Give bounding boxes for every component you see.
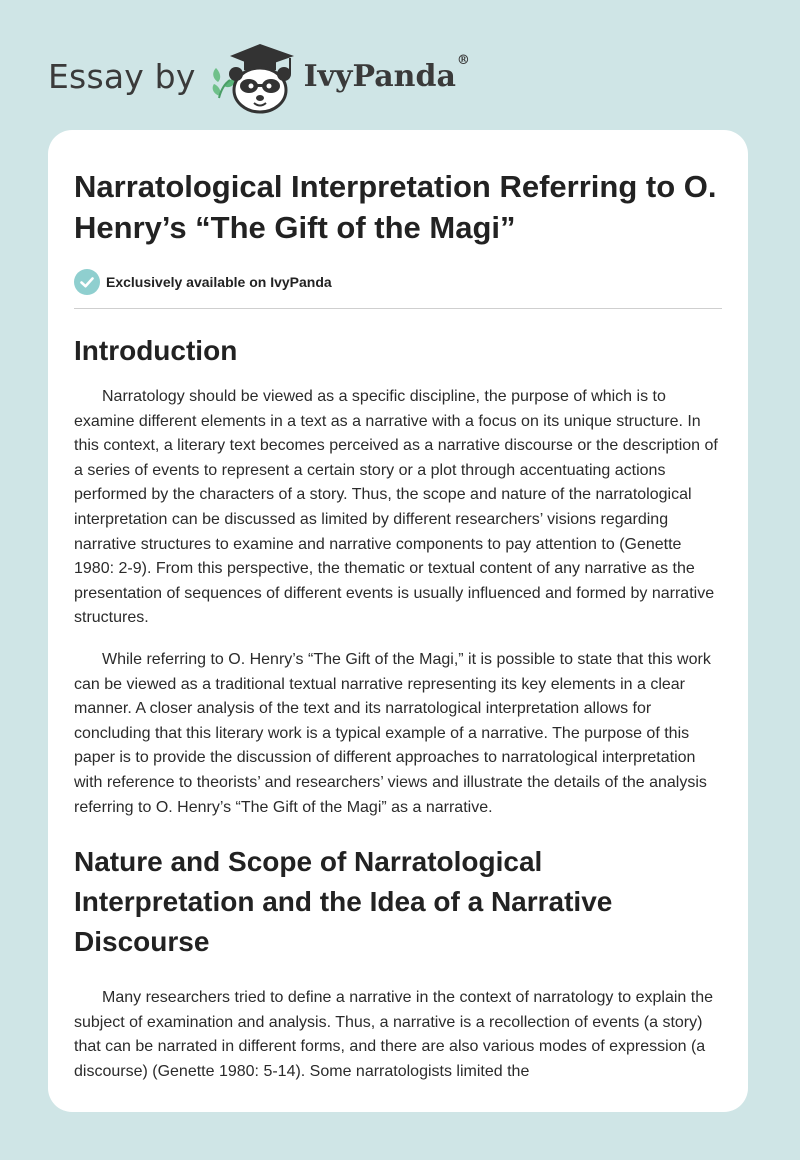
- panda-logo-icon[interactable]: [210, 38, 302, 114]
- badge-text: Exclusively available on IvyPanda: [106, 274, 332, 290]
- exclusive-badge: [74, 268, 722, 296]
- article-title: Narratological Interpretation Referring to O. Henry’s “The Gift of the Magi”: [74, 169, 717, 245]
- site-header: [48, 36, 470, 116]
- brand-name[interactable]: [303, 52, 470, 94]
- brand-prefix: Essay by: [48, 56, 196, 96]
- paragraph: While referring to O. Henry’s “The Gift of the Magi,” it is possible to state that this work can be viewed as a traditional textual narrative representing its key elements in a clear manner. A closer analysis of the text and its narratological interpretation allows for concluding that this literary work is a typical example of a narrative. The purpose of this paper is to provide the discussion of different approaches to narratological interpretation with reference to theorists’ and researchers’ views and illustrate the details of the analysis referring to O. Henry’s “The Gift of the Magi” as a narrative.: [74, 650, 711, 816]
- divider: [74, 308, 722, 309]
- check-badge-icon: [74, 269, 100, 295]
- section-heading-introduction: Introduction: [74, 335, 238, 366]
- paragraph: Many researchers tried to define a narrative in the context of narratology to explain the subject of examination and analysis. Thus, a narrative is a recollection of events (a story) that can be narrated in different forms, and there are also various modes of expression (a discourse) (Genette 1980: 5-14). Some narratologists limited the: [74, 989, 714, 1080]
- section-heading-nature-and-scope: Nature and Scope of Narratological Interpretation and the Idea of a Narrative Discourse: [74, 846, 613, 958]
- paragraph: Narratology should be viewed as a specific discipline, the purpose of which is to examine different elements in a text as a narrative with a focus on its unique structure. In this context, a literary text becomes perceived as a narrative discourse or the description of a series of events to represent a certain story or a plot through accentuating actions performed by the characters of a story. Thus, the scope and nature of the narratological interpretation can be discussed as limited by different researchers’ visions regarding narrative structures to examine and narrative components to pay attention to (Genette 1980: 2-9). From this perspective, the thematic or textual content of any narrative as the presentation of sequences of different events is usually influenced and formed by narrative structures.: [74, 388, 718, 627]
- registered-mark: ®: [456, 52, 470, 68]
- article-card: [48, 130, 748, 1112]
- brand-name-text: IvyPanda: [303, 58, 456, 94]
